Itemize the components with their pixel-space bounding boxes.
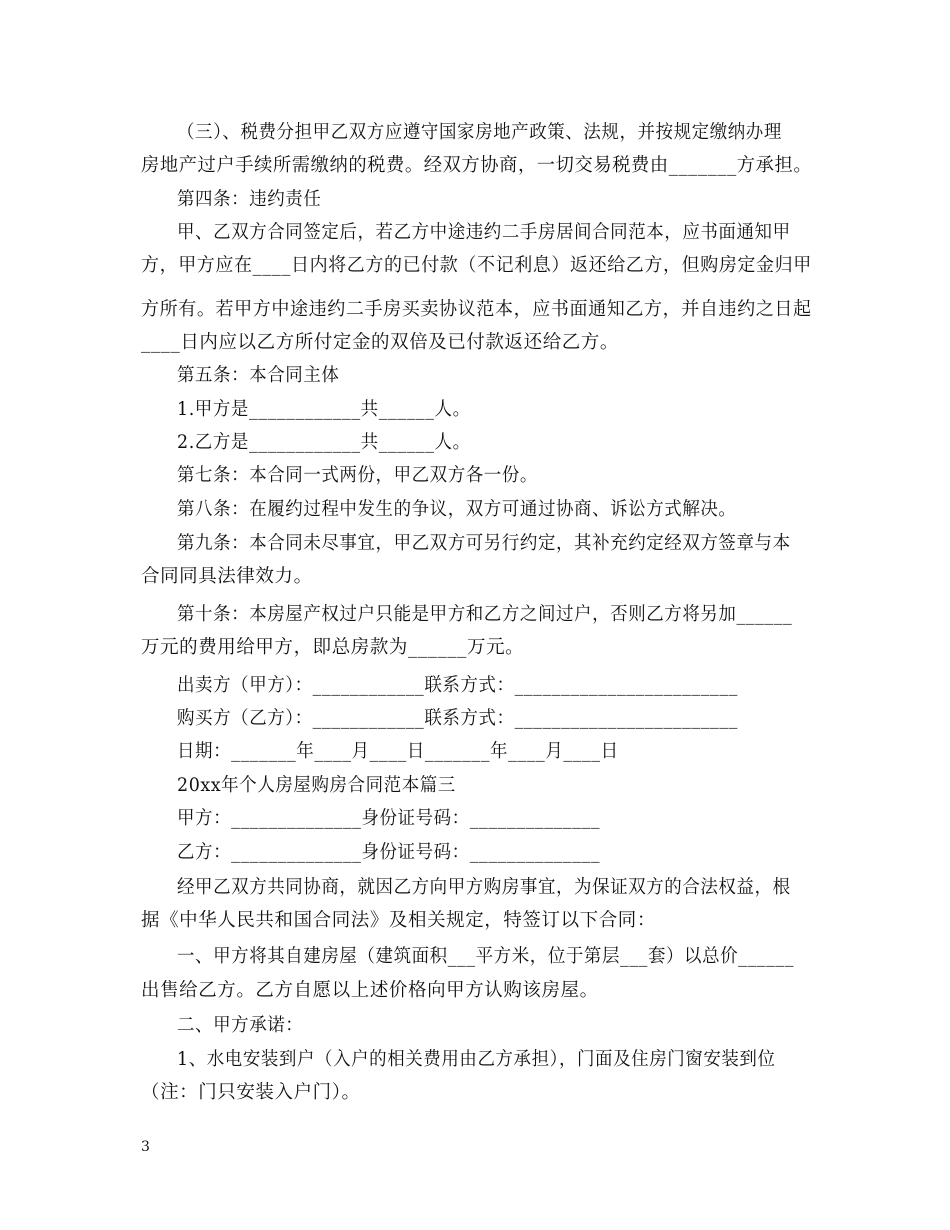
signature-line-buyer: 购买方（乙方）：____________联系方式：________________________ xyxy=(177,708,738,729)
paragraph-line: 第九条：本合同未尽事宜，甲乙双方可另行约定，其补充约定经双方签章与本 xyxy=(177,533,791,554)
paragraph-line: 1.甲方是____________共______人。 xyxy=(177,399,471,420)
paragraph-line: 第十条：本房屋产权过户只能是甲方和乙方之间过户，否则乙方将另加______ xyxy=(177,604,793,625)
paragraph-line: 万元的费用给甲方，即总房款为______万元。 xyxy=(141,637,525,658)
paragraph-line: 一、甲方将其自建房屋（建筑面积___平方米，位于第层___套）以总价______ xyxy=(177,946,795,967)
date-line: 日期：_______年____月____日_______年____月____日 xyxy=(177,741,619,762)
section-heading: 第四条：违约责任 xyxy=(177,189,322,210)
section-title: 20xx年个人房屋购房合同范本篇三 xyxy=(177,775,456,796)
section-heading: 第五条：本合同主体 xyxy=(177,365,340,386)
party-a-line: 甲方：______________身份证号码：______________ xyxy=(177,808,601,829)
paragraph-line: （三）、税费分担甲乙双方应遵守国家房地产政策、法规，并按规定缴纳办理 xyxy=(177,122,782,143)
paragraph-line: 1、水电安装到户（入户的相关费用由乙方承担），门面及住房门窗安装到位 xyxy=(177,1049,776,1070)
paragraph-line: 房地产过户手续所需缴纳的税费。经双方协商，一切交易税费由_______方承担。 xyxy=(141,155,813,176)
paragraph-line: （注：门只安装入户门）。 xyxy=(141,1082,361,1103)
section-heading: 二、甲方承诺： xyxy=(177,1015,304,1036)
paragraph-line: 2.乙方是____________共______人。 xyxy=(177,432,471,453)
paragraph-line: 方所有。若甲方中途违约二手房买卖协议范本，应书面通知乙方，并自违约之日起 xyxy=(141,299,812,320)
paragraph-line: 据《中华人民共和国合同法》及相关规定，特签订以下合同： xyxy=(141,910,656,931)
page-number: 3 xyxy=(141,1139,150,1155)
paragraph-line: 第八条：在履约过程中发生的争议，双方可通过协商、诉讼方式解决。 xyxy=(177,499,737,520)
paragraph-line: 甲、乙双方合同签定后，若乙方中途违约二手房居间合同范本，应书面通知甲 xyxy=(177,222,791,243)
paragraph-line: 出售给乙方。乙方自愿以上述价格向甲方认购该房屋。 xyxy=(141,980,599,1001)
paragraph-line: 经甲乙双方共同协商，就因乙方向甲方购房事宜，为保证双方的合法权益，根 xyxy=(177,877,791,898)
paragraph-line: ____日内应以乙方所付定金的双倍及已付款返还给乙方。 xyxy=(141,332,619,353)
party-b-line: 乙方：______________身份证号码：______________ xyxy=(177,842,601,863)
paragraph-line: 合同同具法律效力。 xyxy=(141,566,313,587)
signature-line-seller: 出卖方（甲方）：____________联系方式：________________________ xyxy=(177,675,738,696)
paragraph-line: 方，甲方应在____日内将乙方的已付款（不记利息）返还给乙方，但购房定金归甲 xyxy=(141,255,812,276)
paragraph-line: 第七条：本合同一式两份，甲乙双方各一份。 xyxy=(177,465,538,486)
